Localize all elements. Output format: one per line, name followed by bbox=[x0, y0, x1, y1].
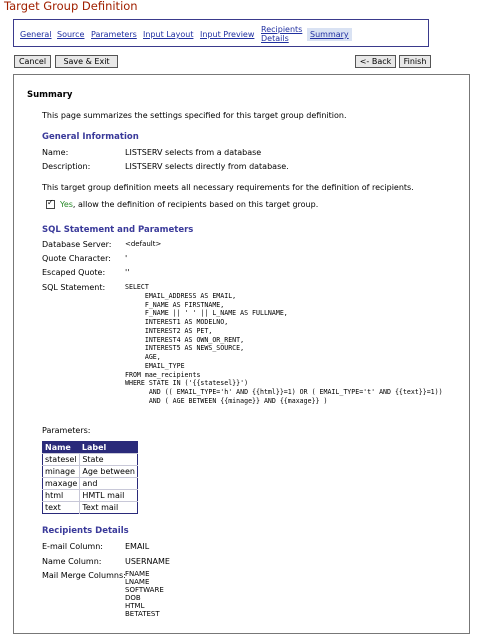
email-column-value: EMAIL bbox=[125, 542, 150, 551]
table-row bbox=[43, 502, 138, 514]
save-exit-button[interactable]: Save & Exit bbox=[55, 55, 118, 68]
mail-merge-columns-list bbox=[125, 570, 164, 618]
sql-statement-label: SQL Statement: bbox=[42, 283, 106, 292]
parameters-label: Parameters: bbox=[42, 426, 91, 435]
list-item: HTML bbox=[125, 602, 145, 610]
tab-recipients-details[interactable]: Recipients Details bbox=[261, 25, 303, 43]
escaped-quote-label: Escaped Quote: bbox=[42, 268, 106, 277]
yes-word: Yes bbox=[60, 200, 73, 209]
param-name: statesel bbox=[43, 454, 80, 466]
list-item: BETATEST bbox=[125, 610, 160, 618]
name-column-value: USERNAME bbox=[125, 557, 170, 566]
tab-input-preview[interactable]: Input Preview bbox=[200, 30, 255, 39]
wizard-tab-bar bbox=[13, 19, 429, 47]
param-label: and bbox=[80, 478, 138, 490]
tab-parameters[interactable]: Parameters bbox=[91, 30, 137, 39]
allow-definition-label bbox=[60, 200, 318, 209]
quote-char-label: Quote Character: bbox=[42, 254, 111, 263]
table-row bbox=[43, 454, 138, 466]
name-column-label: Name Column: bbox=[42, 557, 102, 566]
name-value: LISTSERV selects from a database bbox=[125, 148, 262, 157]
list-item: SOFTWARE bbox=[125, 586, 164, 594]
allow-definition-checkbox[interactable] bbox=[46, 200, 55, 209]
tab-source[interactable]: Source bbox=[57, 30, 85, 39]
list-item: LNAME bbox=[125, 578, 150, 586]
param-label: HMTL mail bbox=[80, 490, 138, 502]
col-label-header: Label bbox=[80, 442, 138, 454]
db-server-label: Database Server: bbox=[42, 240, 112, 249]
tab-input-layout[interactable]: Input Layout bbox=[143, 30, 194, 39]
summary-intro: This page summarizes the settings specified for this target group definition. bbox=[42, 111, 347, 120]
table-row bbox=[43, 490, 138, 502]
sql-statement-code: SELECT EMAIL_ADDRESS AS EMAIL, F_NAME AS FIRSTNAME, F_NAME || ' ' || L_NAME AS FULLNAME, INTEREST1 AS MODELNO, INTEREST2 AS PET, INTEREST4 AS OWN_OR_RENT, INTEREST5 AS NEWS_SOURCE, AGE, EMAIL_TYPE FROM mae_recipients WHERE STATE IN ('{{statesel}}') AND (( EMAIL_TYPE='h' AND {{html}}=1) OR ( EMAIL_TYPE='t' AND {{text}}=1)) AND ( AGE BETWEEN {{minage}} AND {{maxage}} ) bbox=[125, 283, 443, 405]
mail-merge-label: Mail Merge Columns: bbox=[42, 571, 126, 580]
page-title: Target Group Definition bbox=[4, 0, 138, 13]
recipients-details-heading: Recipients Details bbox=[42, 526, 129, 536]
parameters-table-header bbox=[43, 442, 138, 454]
sql-heading: SQL Statement and Parameters bbox=[42, 225, 194, 235]
param-name: text bbox=[43, 502, 80, 514]
param-name: html bbox=[43, 490, 80, 502]
escaped-quote-value: '' bbox=[125, 268, 130, 277]
table-row bbox=[43, 478, 138, 490]
back-button[interactable]: <- Back bbox=[355, 55, 396, 68]
finish-button[interactable]: Finish bbox=[399, 55, 431, 68]
param-name: maxage bbox=[43, 478, 80, 490]
description-label: Description: bbox=[42, 162, 91, 171]
requirements-met-text: This target group definition meets all necessary requirements for the definition of recipients. bbox=[42, 183, 414, 192]
cancel-button[interactable]: Cancel bbox=[14, 55, 51, 68]
description-value: LISTSERV selects directly from database. bbox=[125, 162, 289, 171]
list-item: FNAME bbox=[125, 570, 150, 578]
param-label: State bbox=[80, 454, 138, 466]
summary-heading: Summary bbox=[27, 90, 73, 100]
db-server-value: <default> bbox=[125, 240, 162, 248]
param-name: minage bbox=[43, 466, 80, 478]
parameters-table bbox=[42, 441, 138, 514]
name-label: Name: bbox=[42, 148, 69, 157]
table-row bbox=[43, 466, 138, 478]
general-info-heading: General Information bbox=[42, 132, 139, 142]
param-label: Text mail bbox=[80, 502, 138, 514]
tab-general[interactable]: General bbox=[20, 30, 52, 39]
email-column-label: E-mail Column: bbox=[42, 542, 103, 551]
param-label: Age between bbox=[80, 466, 138, 478]
col-name-header: Name bbox=[43, 442, 80, 454]
tab-summary[interactable]: Summary bbox=[307, 28, 352, 41]
quote-char-value: ' bbox=[125, 254, 128, 263]
allow-definition-text: , allow the definition of recipients based on this target group. bbox=[72, 200, 319, 209]
list-item: DOB bbox=[125, 594, 141, 602]
